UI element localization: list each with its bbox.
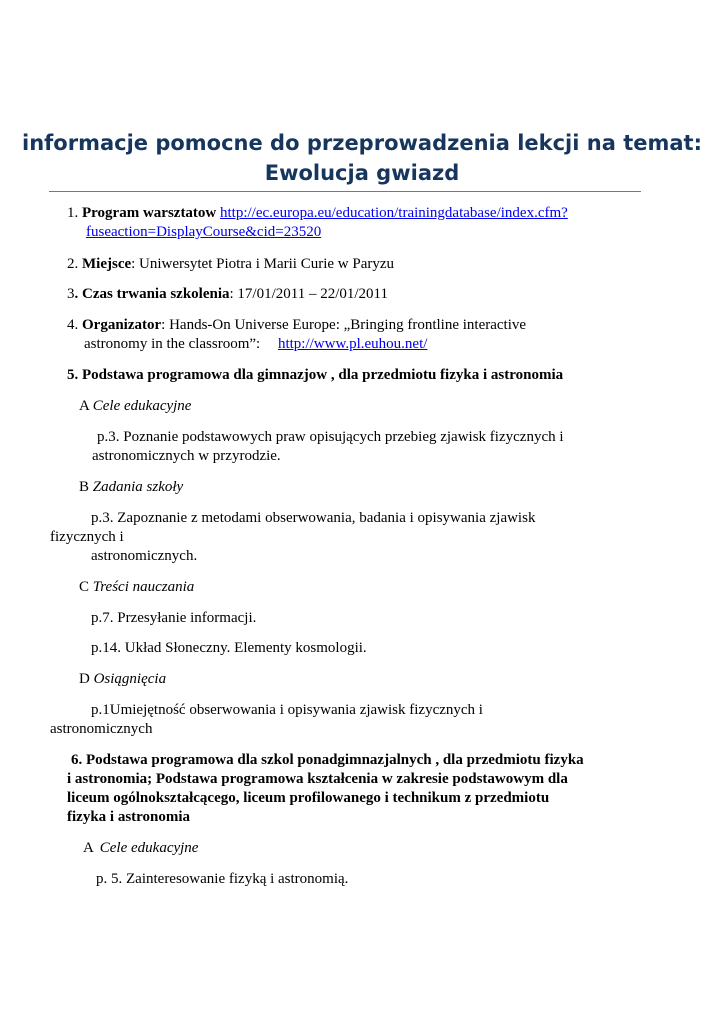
item-podstawa-gim-label: . Podstawa programowa dla gimnazjow , dla przedmiotu fizyka i astronomia xyxy=(74,367,564,383)
gim-section-b xyxy=(79,477,183,497)
ponad-heading-2 xyxy=(67,769,568,789)
gim-c-text-2: p.14. Układ Słoneczny. Elementy kosmologii. xyxy=(91,640,367,656)
gim-section-a xyxy=(79,396,191,416)
gim-section-b-letter: B xyxy=(79,479,90,495)
item-miejsce xyxy=(67,254,394,274)
title-line-2: Ewolucja gwiazd xyxy=(264,161,460,185)
gim-section-c-title: Treści nauczania xyxy=(92,579,195,595)
item-program-link-cont xyxy=(86,222,321,242)
ponad-heading-line-1: 6. Podstawa programowa dla szkol ponadgimnazjalnych , dla przedmiotu fizyka xyxy=(71,752,584,768)
item-program-label: Program warsztatow xyxy=(82,205,217,221)
gim-a-text-2: astronomicznych w przyrodzie. xyxy=(92,448,281,464)
gim-d-text-2: astronomicznych xyxy=(50,721,153,737)
gim-section-d-title: Osiągnięcia xyxy=(93,671,167,687)
document-title xyxy=(0,128,724,188)
ponad-heading-1 xyxy=(71,750,584,770)
gim-section-a-letter: A xyxy=(79,398,90,414)
item-organizator-text: : Hands-On Universe Europe: „Bringing frontline interactive xyxy=(161,317,527,333)
gim-section-b-title: Zadania szkoły xyxy=(92,479,184,495)
item-organizator-text-cont: astronomy in the classroom”: xyxy=(84,336,261,352)
program-link[interactable]: http://ec.europa.eu/education/trainingdatabase/index.cfm? xyxy=(220,205,568,221)
ponad-section-a xyxy=(83,838,198,858)
gim-b-text-1: p.3. Zapoznanie z metodami obserwowania, badania i opisywania zjawisk xyxy=(91,510,536,526)
gim-a-text-1: p.3. Poznanie podstawowych praw opisujących przebieg zjawisk fizycznych i xyxy=(97,429,564,445)
gim-b-text-3: astronomicznych. xyxy=(91,548,198,564)
item-czas-label: . Czas trwania szkolenia xyxy=(74,286,230,302)
item-czas-text: : 17/01/2011 – 22/01/2011 xyxy=(229,286,388,302)
ponad-heading-line-2: i astronomia; Podstawa programowa kształcenia w zakresie podstawowym dla xyxy=(67,771,568,787)
item-czas-number: 3 xyxy=(67,286,75,302)
ponad-a-text: p. 5. Zainteresowanie fizyką i astronomią. xyxy=(96,871,349,887)
ponad-heading-3 xyxy=(67,788,549,808)
gim-section-d-letter: D xyxy=(79,671,90,687)
item-organizator-number: 4. xyxy=(67,317,79,333)
item-organizator-label: Organizator xyxy=(82,317,162,333)
title-line-1: informacje pomocne do przeprowadzenia lekcji na temat: xyxy=(22,131,702,155)
item-program-number: 1. xyxy=(67,205,79,221)
ponad-heading-4 xyxy=(67,807,190,827)
item-miejsce-number: 2. xyxy=(67,256,79,272)
gim-c-text-1: p.7. Przesyłanie informacji. xyxy=(91,610,257,626)
item-program xyxy=(67,203,568,223)
gim-section-c-letter: C xyxy=(79,579,90,595)
gim-d-text-1: p.1Umiejętność obserwowania i opisywania zjawisk fizycznych i xyxy=(91,702,483,718)
ponad-heading-line-3: liceum ogólnokształcącego, liceum profilowanego i technikum z przedmiotu xyxy=(67,790,550,806)
item-organizator xyxy=(67,315,526,335)
item-podstawa-gim-number: 5 xyxy=(67,367,75,383)
ponad-section-a-letter: A xyxy=(83,840,94,856)
item-podstawa-gim xyxy=(67,365,563,385)
gim-section-c xyxy=(79,577,194,597)
item-czas xyxy=(67,284,388,304)
item-miejsce-text: : Uniwersytet Piotra i Marii Curie w Paryzu xyxy=(131,256,395,272)
program-link-continuation[interactable]: fuseaction=DisplayCourse&cid=23520 xyxy=(86,224,322,240)
gim-section-d xyxy=(79,669,166,689)
item-organizator-cont xyxy=(84,334,427,354)
ponad-heading-line-4: fizyka i astronomia xyxy=(67,809,191,825)
ponad-section-a-title: Cele edukacyjne xyxy=(99,840,199,856)
gim-section-a-title: Cele edukacyjne xyxy=(92,398,192,414)
item-miejsce-label: Miejsce xyxy=(82,256,132,272)
euhou-link[interactable]: http://www.pl.euhou.net/ xyxy=(277,336,428,352)
title-divider xyxy=(49,191,641,192)
gim-b-text-2: fizycznych i xyxy=(50,529,124,545)
